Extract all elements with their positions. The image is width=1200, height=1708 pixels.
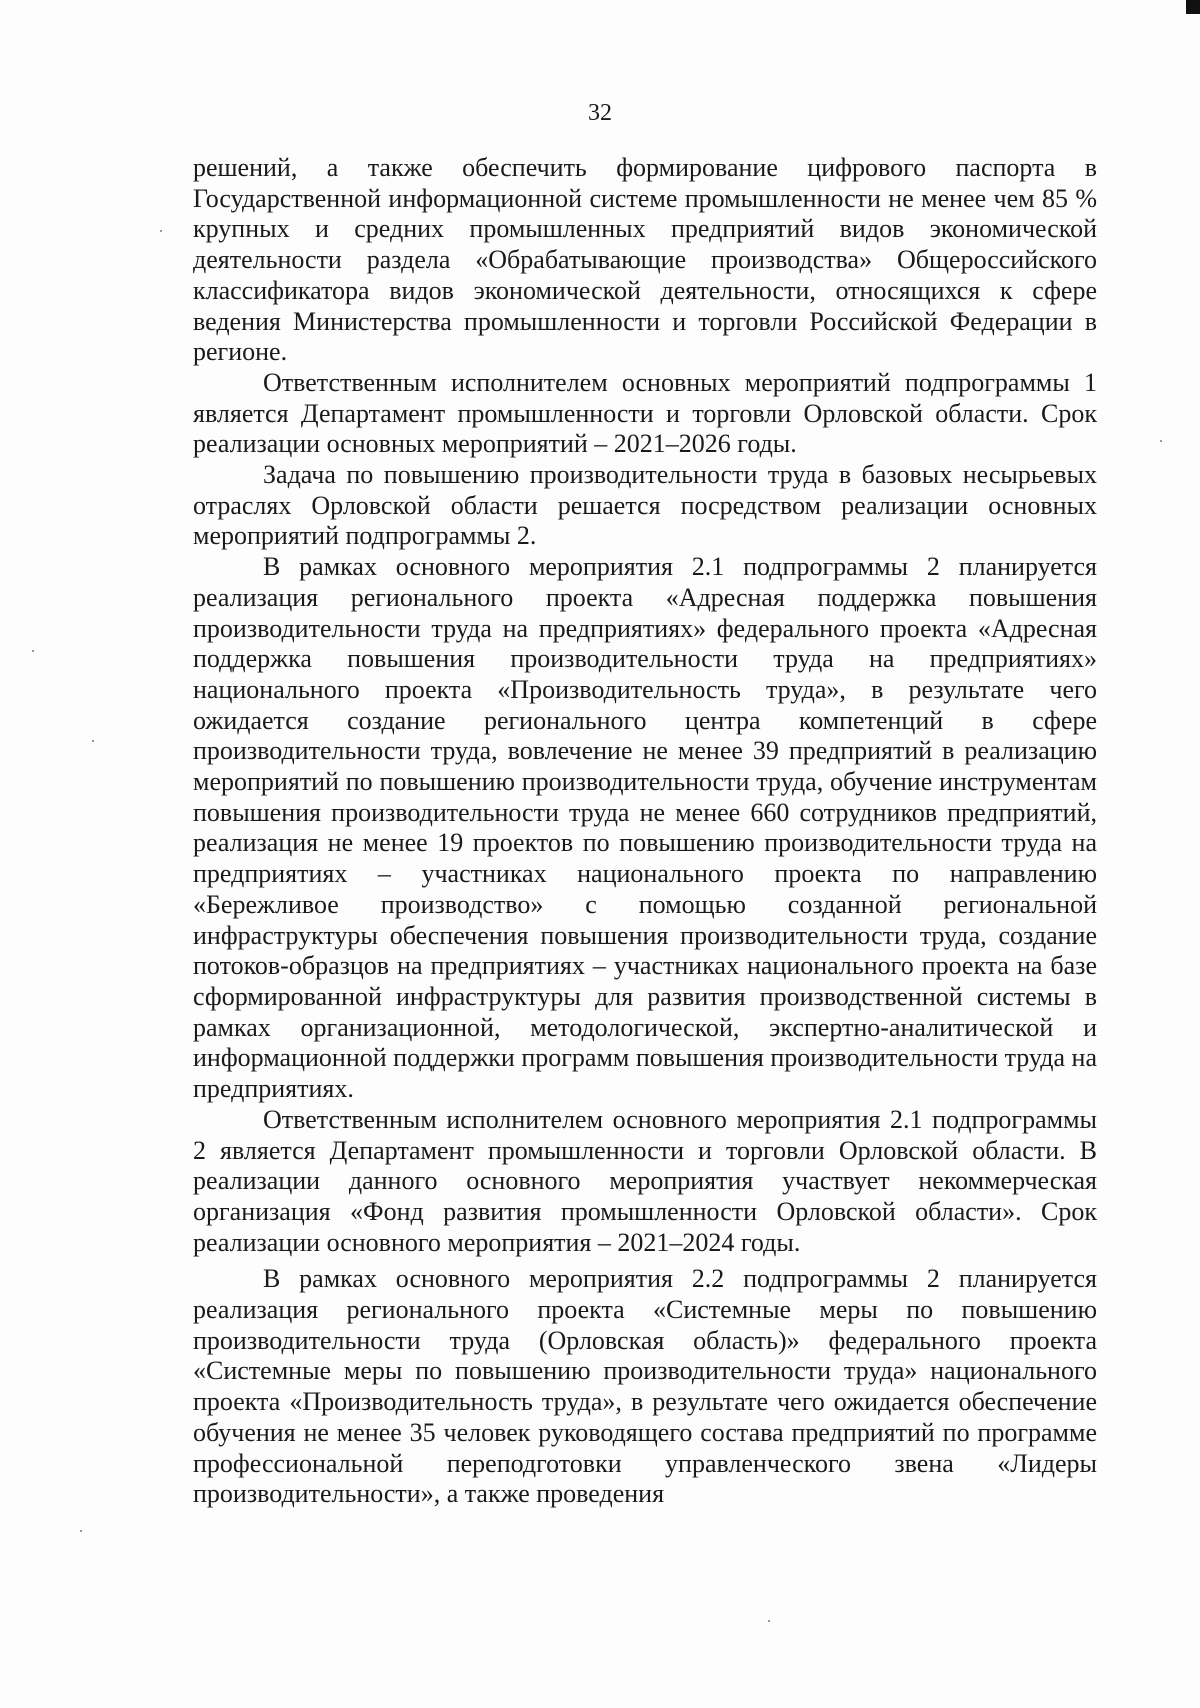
scan-speck xyxy=(92,740,94,742)
paragraph-4: В рамках основного мероприятия 2.1 подпрограммы 2 планируется реализация регионального проекта «Адресная поддержка повышения производительности труда на предприятиях» федерального проекта «Адресная поддержка повышения производительности труда на предприятиях» национального проекта «Производительность труда», в результате чего ожидается создание регионального центра компетенций в сфере производительности труда, вовлечение не менее 39 предприятий в реализацию мероприятий по повышению производительности труда, обучение инструментам повышения производительности труда не менее 660 сотрудников предприятий, реализация не менее 19 проектов по повышению производительности труда на предприятиях – участниках национального проекта по направлению «Бережливое производство» с помощью созданной региональной инфраструктуры обеспечения повышения производительности труда, создание потоков-образцов на предприятиях – участниках национального проекта на базе сформированной инфраструктуры для развития производственной системы в рамках организационной, методологической, экспертно-аналитической и информационной поддержки программ повышения производительности труда на предприятиях. xyxy=(193,552,1097,1104)
paragraph-5: Ответственным исполнителем основного мероприятия 2.1 подпрограммы 2 является Департамент промышленности и торговли Орловской области. В реализации данного основного мероприятия участвует некоммерческая организация «Фонд развития промышленности Орловской области». Срок реализации основного мероприятия – 2021–2024 годы. xyxy=(193,1104,1097,1257)
scan-speck xyxy=(32,650,34,652)
scan-speck xyxy=(160,230,162,232)
scan-speck xyxy=(80,1530,82,1532)
scan-edge-mark xyxy=(1186,0,1200,14)
scan-speck xyxy=(768,1620,770,1622)
paragraph-1: решений, а также обеспечить формирование цифрового паспорта в Государственной информационной системе промышленности не менее чем 85 % крупных и средних промышленных предприятий видов экономической деятельности раздела «Обрабатывающие производства» Общероссийского классификатора видов экономической деятельности, относящихся к сфере ведения Министерства промышленности и торговли Российской Федерации в регионе. xyxy=(193,153,1097,367)
document-body xyxy=(193,153,1097,1510)
paragraph-3: Задача по повышению производительности труда в базовых несырьевых отраслях Орловской области решается посредством реализации основных мероприятий подпрограммы 2. xyxy=(193,460,1097,551)
page-number: 32 xyxy=(588,100,612,126)
paragraph-6: В рамках основного мероприятия 2.2 подпрограммы 2 планируется реализация регионального проекта «Системные меры по повышению производительности труда (Орловская область)» федерального проекта «Системные меры по повышению производительности труда» национального проекта «Производительность труда», в результате чего ожидается обеспечение обучения не менее 35 человек руководящего состава предприятий по программе профессиональной переподготовки управленческого звена «Лидеры производительности», а также проведения xyxy=(193,1264,1097,1509)
scan-speck xyxy=(1160,440,1162,442)
paragraph-2: Ответственным исполнителем основных мероприятий подпрограммы 1 является Департамент промышленности и торговли Орловской области. Срок реализации основных мероприятий – 2021–2026 годы. xyxy=(193,367,1097,459)
